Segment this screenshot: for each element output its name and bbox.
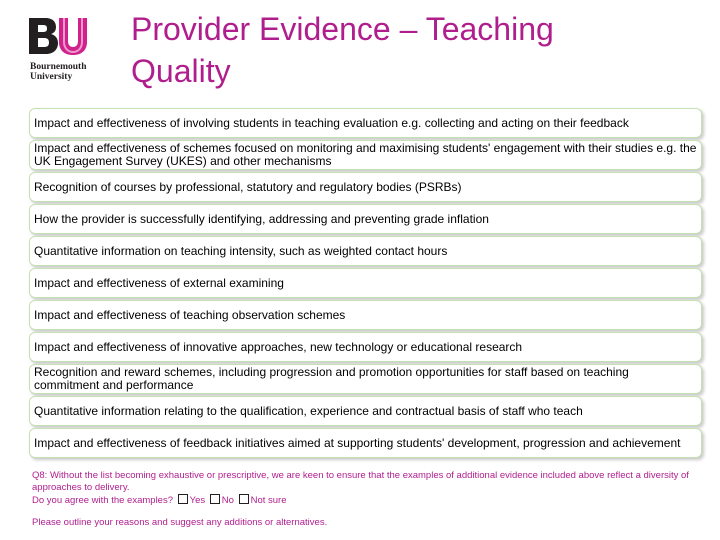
- no-checkbox[interactable]: [210, 494, 220, 504]
- evidence-item: [29, 396, 702, 426]
- evidence-item-text: Impact and effectiveness of feedback initiatives aimed at supporting students' development, progression and achievement: [34, 435, 681, 450]
- evidence-item-text: Quantitative information relating to the qualification, experience and contractual basis of staff who teach: [34, 403, 583, 418]
- page-title-line-1: Provider Evidence – Teaching: [131, 11, 554, 47]
- yes-checkbox[interactable]: [178, 494, 188, 504]
- logo-line-1: Bournemouth: [30, 62, 87, 72]
- not-sure-checkbox[interactable]: [239, 494, 249, 504]
- consultation-question: [32, 470, 692, 507]
- evidence-item-text: Recognition of courses by professional, statutory and regulatory bodies (PSRBs): [34, 179, 462, 194]
- bu-logo-mark: [27, 16, 91, 56]
- logo-wordmark: [30, 62, 110, 82]
- evidence-item-text: Impact and effectiveness of external examining: [34, 275, 284, 290]
- evidence-item-text: How the provider is successfully identifying, addressing and preventing grade inflation: [34, 211, 489, 226]
- yes-label: Yes: [189, 495, 206, 506]
- evidence-item-text: Impact and effectiveness of schemes focused on monitoring and maximising students' engagement with their studies e.g. the UK Engagement Survey (UKES) and other mechanisms: [34, 141, 697, 168]
- outline-instruction: Please outline your reasons and suggest any additions or alternatives.: [32, 517, 328, 528]
- evidence-item: [29, 300, 702, 330]
- logo-line-2: University: [30, 72, 73, 82]
- evidence-list: [29, 108, 702, 460]
- evidence-item-text: Impact and effectiveness of innovative approaches, new technology or educational research: [34, 339, 523, 354]
- evidence-item: [29, 428, 702, 458]
- evidence-item: [29, 204, 702, 234]
- evidence-item: [29, 268, 702, 298]
- evidence-item: [29, 236, 702, 266]
- evidence-item-text: Quantitative information on teaching intensity, such as weighted contact hours: [34, 243, 448, 258]
- evidence-item-text: Impact and effectiveness of involving students in teaching evaluation e.g. collecting and acting on their feedback: [34, 115, 629, 130]
- no-label: No: [221, 495, 234, 506]
- agree-prompt: Do you agree with the examples?: [32, 495, 173, 506]
- evidence-item-text: Recognition and reward schemes, including progression and promotion opportunities for staff based on teaching commitment and performance: [34, 365, 629, 392]
- agree-prompt-row: [32, 494, 692, 507]
- evidence-item: [29, 332, 702, 362]
- evidence-item: [29, 108, 702, 138]
- evidence-item-text: Impact and effectiveness of teaching observation schemes: [34, 307, 346, 322]
- page-title-line-2: Quality: [131, 53, 231, 89]
- not-sure-label: Not sure: [250, 495, 287, 506]
- university-logo: [27, 16, 107, 82]
- evidence-item: [29, 140, 702, 170]
- evidence-item: [29, 172, 702, 202]
- question-text: Q8: Without the list becoming exhaustive or prescriptive, we are keen to ensure that the examples of additional evidence included above reflect a diversity of approaches to delivery.: [32, 470, 689, 493]
- evidence-item: [29, 364, 702, 394]
- page-title: [131, 8, 701, 92]
